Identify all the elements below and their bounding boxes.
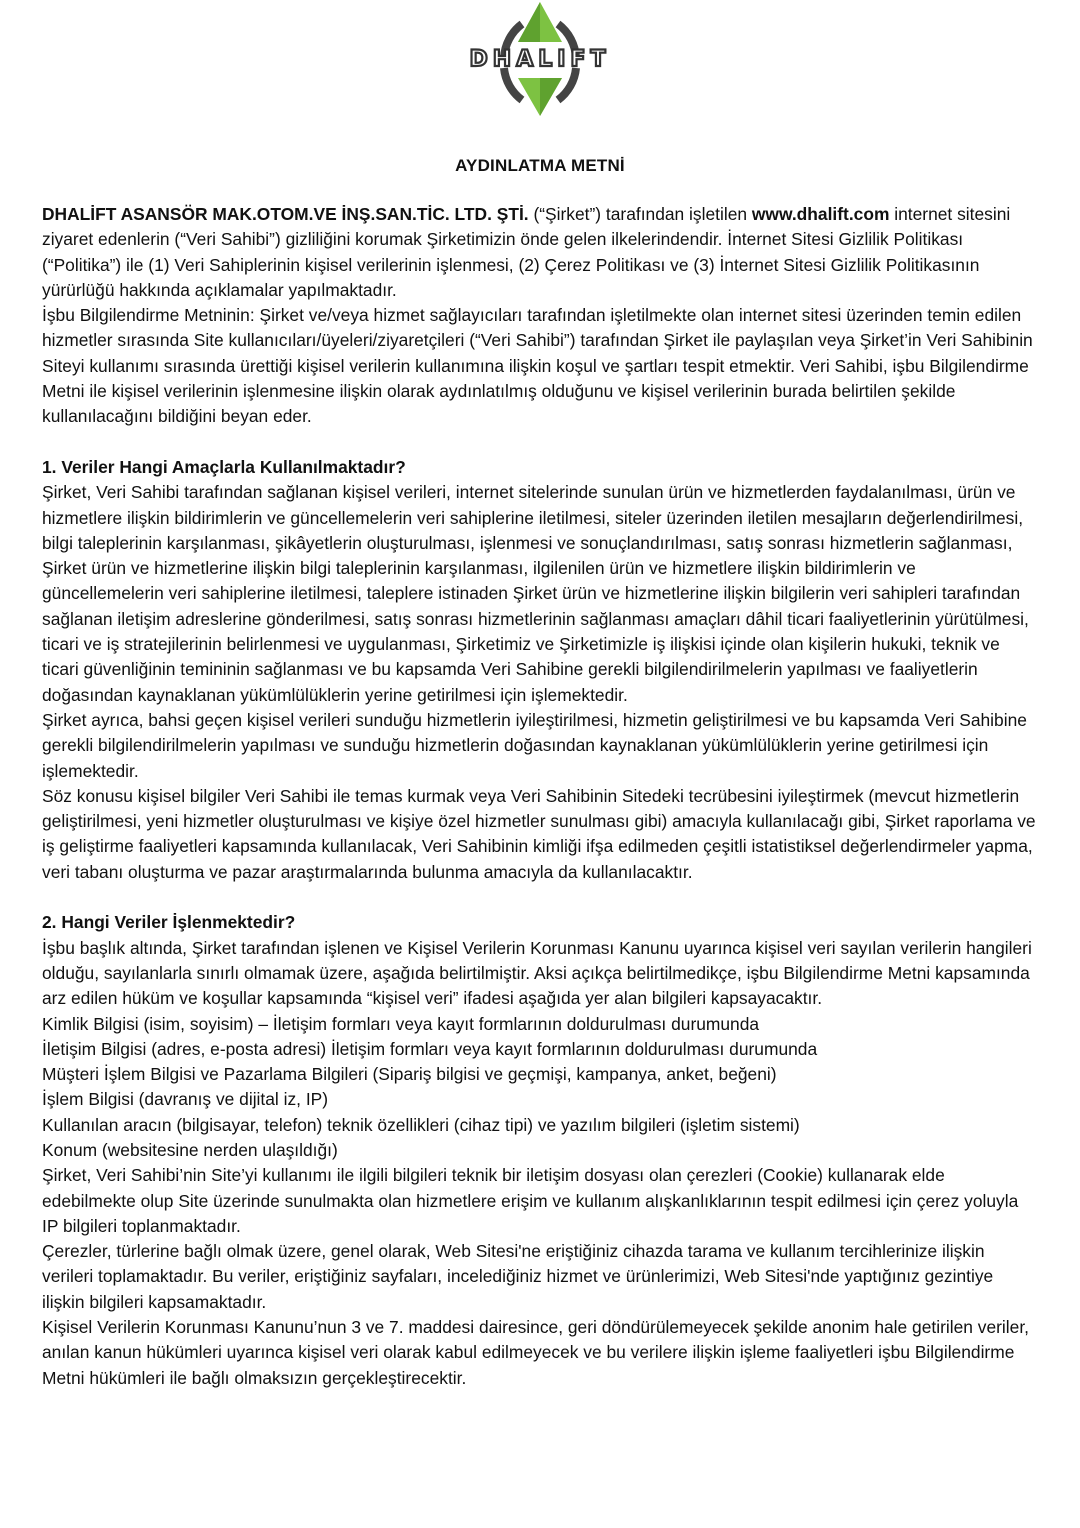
section-2-paragraph: Şirket, Veri Sahibi’nin Site’yi kullanımı ile ilgili bilgileri teknik bir iletişim dosyası olan çerezleri (Cookie) kullanarak elde edebilmekte olup Site üzerinde sunulmakta olan hizmetlere erişim ve kullanım alışkanlıklarının tespit edilmesi için çerez yoluyla IP bilgileri toplanmaktadır. — [42, 1165, 1019, 1236]
intro-paragraph: DHALİFT ASANSÖR MAK.OTOM.VE İNŞ.SAN.TİC. LTD. ŞTİ. (“Şirket”) tarafından işletilen www.dhalift.com internet sitesini ziyaret edenlerin (“Veri Sahibi”) gizliliğini korumak Şirketimizin önde gelen ilkelerindendir. İnternet Sitesi Gizlilik Politikası (“Politika”) ile (1) Veri Sahiplerinin kişisel verilerinin işlenmesi, (2) Çerez Politikası ve (3) İnternet Sitesi Gizlilik Politikasının yürürlüğü hakkında açıklamalar yapılmaktadır. — [42, 204, 1011, 300]
data-category-item: İletişim Bilgisi (adres, e-posta adresi) İletişim formları veya kayıt formlarının doldurulması durumunda — [42, 1038, 818, 1059]
data-category-item: Konum (websitesine nerden ulaşıldığı) — [42, 1139, 338, 1160]
section-1-paragraph: Şirket, Veri Sahibi tarafından sağlanan kişisel verileri, internet sitelerinde sunulan ürün ve hizmetlerden faydalanılması, ürün ve hizmetlere ilişkin bildirimlerin ve güncellemelerin veri sahiplerine iletilmesi, siteler üzerinden iletilen mesajların değerlendirilmesi, bilgi taleplerinin karşılanması, şikâyetlerin oluşturulması, işlenmesi ve sonuçlandırılması, satış sonrası hizmetlerin sağlanması, Şirket ürün ve hizmetlerine ilişkin bilgi taleplerinin karşılanması, ilgilenilen ürün ve hizmetlere ilişkin bildirimlerin ve güncellemelerin veri sahiplerine iletilmesi, taleplere istinaden Şirket ürün ve hizmetlerine ilişkin bilgilerin veri sahipleri tarafından sağlanan iletişim adreslerine gönderilmesi, satış sonrası hizmetlerinin sağlanması amaçları dâhil ticari faaliyetlerinin yürütülmesi, ticari ve iş stratejilerinin belirlenmesi ve uygulanması, Şirketimiz ve Şirketimizle iş ilişkisi içinde olan kişilerin hukuki, teknik ve ticari güvenliğinin temininin sağlanması ve bu kapsamda Veri Sahibine gerekli bilgilendirilmelerin yapılması ve faaliyetlerin doğasından kaynaklanan yükümlülüklerin yerine getirilmesi için işlemektedir. — [42, 482, 1029, 705]
dhalift-logo-icon — [452, 0, 628, 122]
section-1-heading: 1. Veriler Hangi Amaçlarla Kullanılmaktadır? — [42, 456, 406, 477]
data-category-item: İşlem Bilgisi (davranış ve dijital iz, IP) — [42, 1089, 329, 1110]
document-title: AYDINLATMA METNİ — [455, 156, 625, 175]
section-1-paragraph: Şirket ayrıca, bahsi geçen kişisel verileri sunduğu hizmetlerin iyileştirilmesi, hizmetin geliştirilmesi ve bu kapsamda Veri Sahibine gerekli bilgilendirilmelerin yapılması ve sunduğu hizmetlerin doğasından kaynaklanan yükümlülüklerin yerine getirilmesi için işlemektedir. — [42, 709, 1027, 781]
document-body — [42, 202, 1038, 1391]
data-category-item: Müşteri İşlem Bilgisi ve Pazarlama Bilgileri (Sipariş bilgisi ve geçmişi, kampanya, anket, beğeni) — [42, 1064, 777, 1085]
website-link: www.dhalift.com — [751, 204, 890, 224]
section-2-paragraph: İşbu başlık altında, Şirket tarafından işlenen ve Kişisel Verilerin Korunması Kanunu uyarınca kişisel veri sayılan verilerin hangileri olduğu, sayılanlarla sınırlı olmamak üzere, aşağıda belirtilmiştir. Aksi açıkça belirtilmedikçe, işbu Bilgilendirme Metni kapsamında arz edilen hüküm ve koşullar kapsamında “kişisel veri” ifadesi aşağıda yer alan bilgileri kapsayacaktır. — [42, 937, 1032, 1009]
company-name: DHALİFT ASANSÖR MAK.OTOM.VE İNŞ.SAN.TİC. LTD. ŞTİ. — [42, 204, 529, 224]
logo-wordmark: DHALIFT — [469, 47, 611, 72]
purpose-paragraph: İşbu Bilgilendirme Metninin: Şirket ve/veya hizmet sağlayıcıları tarafından işletilmekte olan internet sitesi üzerinden temin edilen hizmetler sırasında Site kullanıcıları/üyeleri/ziyaretçileri (“Veri Sahibi”) tarafından Şirket ile paylaşılan veya Şirket’in Veri Sahibinin Siteyi kullanımı sırasında ürettiği kişisel verilerin kullanımına ilişkin koşul ve şartları tespit etmektir. Veri Sahibi, işbu Bilgilendirme Metni ile kişisel verilerinin işlenmesine ilişkin olarak aydınlatılmış olduğunu ve kişisel verilerinin burada belirtilen şekilde kullanılacağını bildiğini beyan eder. — [42, 305, 1033, 427]
section-2-paragraph: Kişisel Verilerin Korunması Kanunu’nun 3 ve 7. maddesi dairesince, geri döndürülemeyecek şekilde anonim hale getirilen veriler, anılan kanun hükümleri uyarınca kişisel veri olarak kabul edilmeyecek ve bu verilere ilişkin işleme faaliyetleri işbu Bilgilendirme Metni hükümleri ile bağlı olmaksızın gerçekleştirecektir. — [42, 1317, 1029, 1388]
logo-area — [0, 0, 1080, 130]
data-category-item: Kimlik Bilgisi (isim, soyisim) – İletişim formları veya kayıt formlarının doldurulması durumunda — [42, 1013, 760, 1034]
section-2-paragraph: Çerezler, türlerine bağlı olmak üzere, genel olarak, Web Sitesi'ne eriştiğiniz cihazda tarama ve kullanım tercihlerinize ilişkin verileri toplamaktadır. Bu veriler, eriştiğiniz sayfaları, incelediğiniz hizmet ve ürünlerimizi, Web Sitesi'nde yaptığınız gezintiye ilişkin bilgileri kapsamaktadır. — [42, 1241, 994, 1312]
section-2-heading: 2. Hangi Veriler İşlenmektedir? — [42, 912, 296, 933]
data-category-item: Kullanılan aracın (bilgisayar, telefon) teknik özellikleri (cihaz tipi) ve yazılım bilgileri (işletim sistemi) — [42, 1114, 800, 1135]
section-1-paragraph: Söz konusu kişisel bilgiler Veri Sahibi ile temas kurmak veya Veri Sahibinin Sitedeki tecrübesini iyileştirmek (mevcut hizmetlerin geliştirilmesi, yeni hizmetler oluşturulması ve kişiye özel hizmetler sunulması gibi) amacıyla kullanılacağı gibi, Şirket raporlama ve iş geliştirme faaliyetleri kapsamında kullanılacak, Veri Sahibinin kimliği ifşa edilmeden çeşitli istatistiksel değerlendirmeler yapma, veri tabanı oluşturma ve pazar araştırmalarında bulunma amacıyla da kullanılacaktır. — [42, 785, 1036, 882]
